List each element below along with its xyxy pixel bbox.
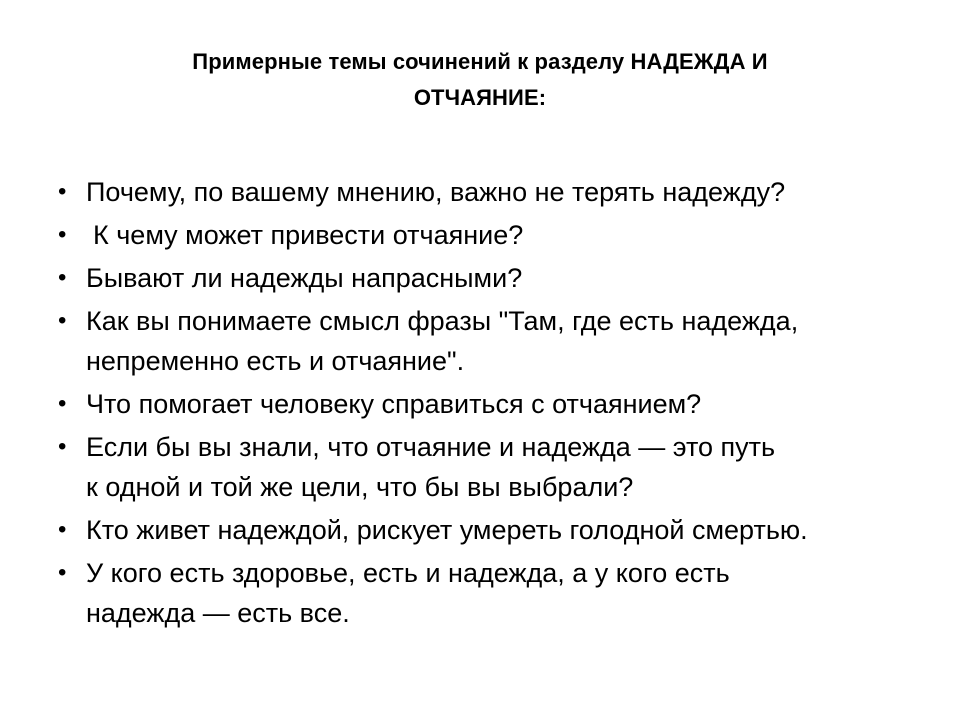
topic-item-5: [58, 384, 918, 424]
topic-item-1: [58, 172, 918, 212]
bullet-icon: •: [58, 433, 67, 460]
topic-item-4: [58, 301, 918, 381]
topic-item-2: [58, 215, 918, 255]
topic-item-8: [58, 553, 918, 633]
topic-item-7: [58, 510, 918, 550]
slide-title: [130, 44, 830, 116]
bullet-icon: •: [58, 178, 67, 205]
topic-item-6: [58, 427, 918, 507]
topic-text-2: К чему может привести отчаяние?: [93, 220, 524, 250]
bullet-icon: •: [58, 264, 67, 291]
essay-topics-list: [58, 172, 918, 636]
bullet-icon: •: [58, 307, 67, 334]
topic-text-3: Бывают ли надежды напрасными?: [86, 263, 523, 293]
topic-text-5: Что помогает человеку справиться с отчаянием?: [86, 389, 702, 419]
bullet-icon: •: [58, 516, 67, 543]
bullet-icon: •: [58, 559, 67, 586]
topic-item-3: [58, 258, 918, 298]
topic-text-4: Как вы понимаете смысл фразы "Там, где есть надежда, непременно есть и отчаяние".: [86, 306, 799, 376]
bullet-icon: •: [58, 390, 67, 417]
topic-text-8: У кого есть здоровье, есть и надежда, а у кого есть надежда — есть все.: [86, 558, 730, 628]
topic-text-6: Если бы вы знали, что отчаяние и надежда — это путь к одной и той же цели, что бы вы выбрали?: [86, 432, 776, 502]
topic-text-7: Кто живет надеждой, рискует умереть голодной смертью.: [86, 515, 808, 545]
bullet-icon: •: [58, 221, 67, 248]
topic-text-1: Почему, по вашему мнению, важно не терять надежду?: [86, 177, 786, 207]
slide-title-text: Примерные темы сочинений к разделу НАДЕЖДА И ОТЧАЯНИЕ:: [192, 49, 768, 110]
